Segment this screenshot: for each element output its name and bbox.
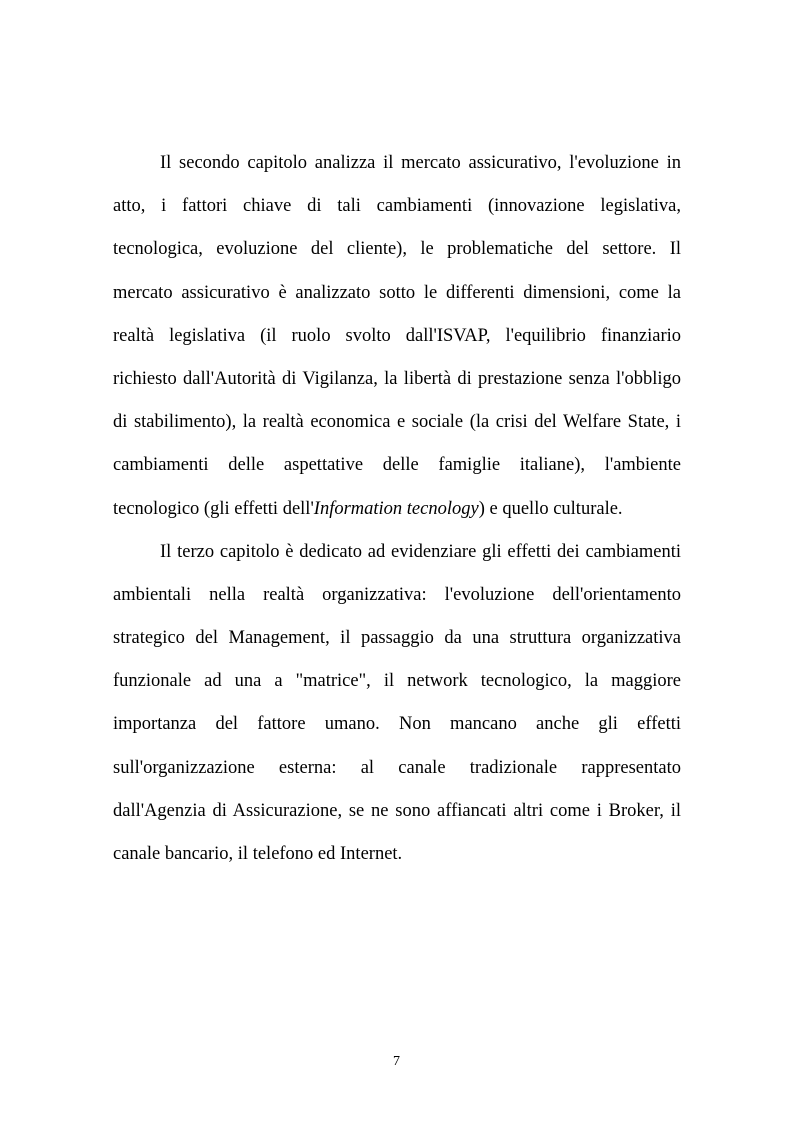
text-line: dall'Agenzia di Assicurazione, se ne sono affiancati altri come i Broker, il xyxy=(113,800,681,821)
text-run: ) e quello culturale. xyxy=(478,498,623,519)
text-line: realtà legislativa (il ruolo svolto dall'ISVAP, l'equilibrio finanziario xyxy=(113,325,681,346)
text-line: di stabilimento), la realtà economica e sociale (la crisi del Welfare State, i xyxy=(113,412,681,433)
page-number: 7 xyxy=(393,1054,400,1069)
paragraph-chapter-two xyxy=(113,142,681,531)
text-line: cambiamenti delle aspettative delle famiglie italiane), l'ambiente xyxy=(113,455,681,476)
text-line: ambientali nella realtà organizzativa: l'evoluzione dell'orientamento xyxy=(113,584,681,605)
document-body xyxy=(113,142,681,876)
text-line: atto, i fattori chiave di tali cambiamenti (innovazione legislativa, xyxy=(113,196,681,217)
text-line-last: canale bancario, il telefono ed Internet. xyxy=(113,844,403,864)
paragraph-chapter-three xyxy=(113,531,681,877)
text-line: sull'organizzazione esterna: al canale tradizionale rappresentato xyxy=(113,757,681,778)
text-line: Il terzo capitolo è dedicato ad evidenziare gli effetti dei cambiamenti xyxy=(160,541,681,562)
text-run: tecnologico (gli effetti dell' xyxy=(113,498,314,519)
text-line: strategico del Management, il passaggio da una struttura organizzativa xyxy=(113,628,681,649)
text-line: richiesto dall'Autorità di Vigilanza, la libertà di prestazione senza l'obbligo xyxy=(113,368,681,389)
text-line: funzionale ad una a "matrice", il network tecnologico, la maggiore xyxy=(113,671,681,692)
text-line: mercato assicurativo è analizzato sotto le differenti dimensioni, come la xyxy=(113,282,681,303)
text-line: importanza del fattore umano. Non mancano anche gli effetti xyxy=(113,714,681,735)
text-line: tecnologica, evoluzione del cliente), le problematiche del settore. Il xyxy=(113,239,681,260)
italic-term: Information tecnology xyxy=(313,498,479,519)
text-line-last xyxy=(113,488,681,531)
text-line: Il secondo capitolo analizza il mercato assicurativo, l'evoluzione in xyxy=(160,153,681,173)
